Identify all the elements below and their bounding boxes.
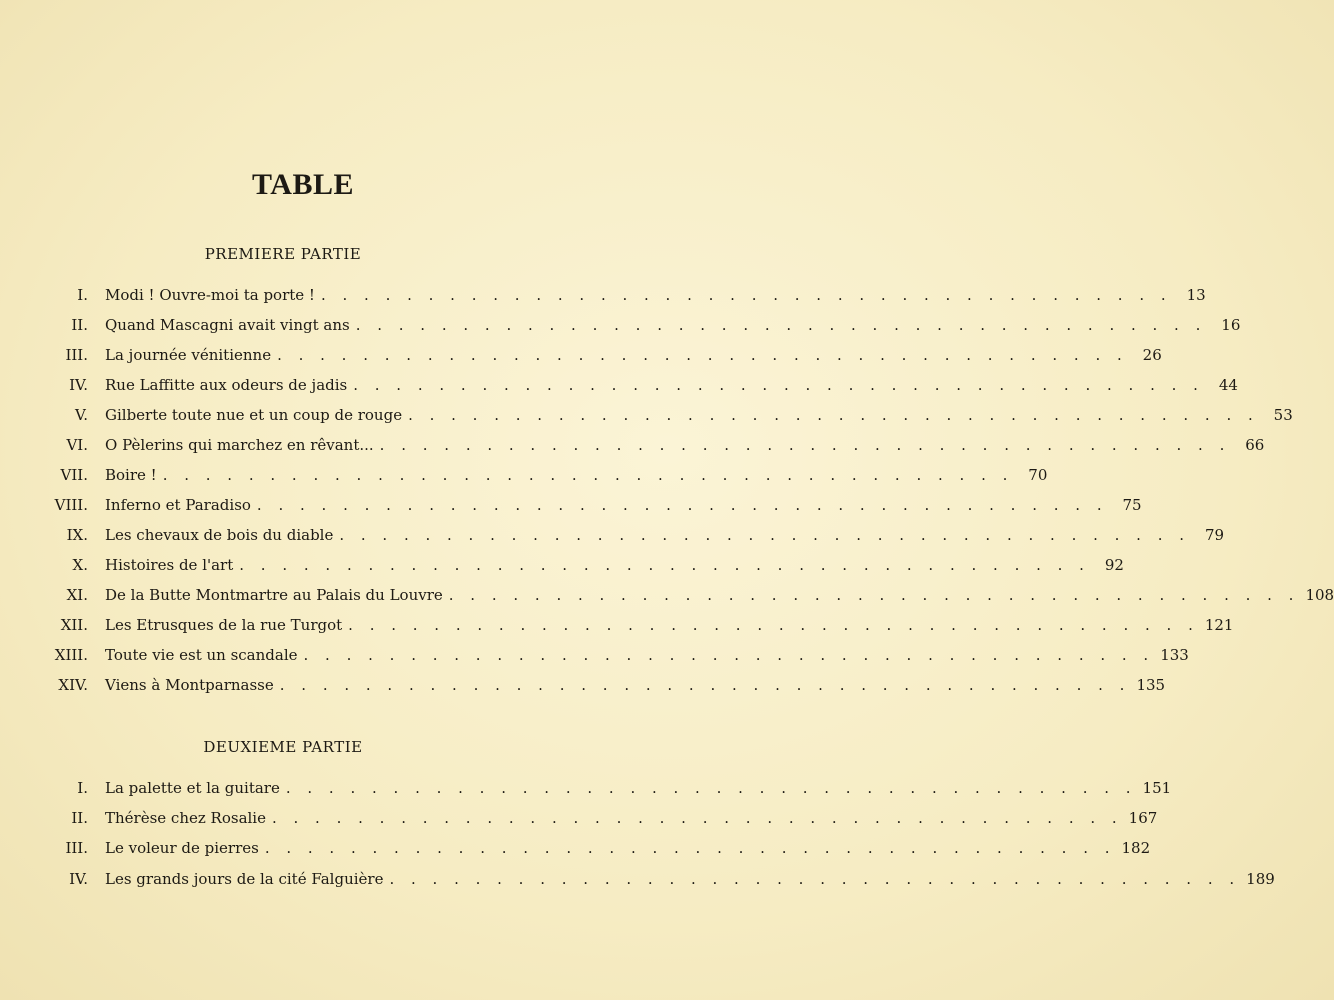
chapter-number: III. [65, 839, 88, 858]
toc-entry [40, 406, 1293, 430]
page-number: 16 [1221, 316, 1241, 334]
page-number: 135 [1136, 676, 1166, 694]
toc-entry [40, 496, 1142, 520]
chapter-number: V. [75, 406, 88, 424]
toc-entry [40, 376, 1238, 400]
part-heading-1: PREMIERE PARTIE [204, 245, 362, 263]
leader-dots: . . . . . . . . . . . . . . . . . . . . . . . . . . . . . . . . . . . . . . . . [285, 779, 1137, 797]
chapter-number: I. [77, 286, 88, 304]
chapter-number: VI. [66, 436, 88, 454]
leader-dots: . . . . . . . . . . . . . . . . . . . . . . . . . . . . . . . . . . . . . . . . [348, 616, 1199, 634]
page-number: 189 [1246, 869, 1275, 888]
chapter-number: II. [71, 809, 88, 828]
chapter-number: XII. [60, 616, 88, 634]
leader-dots: . . . . . . . . . . . . . . . . . . . . . . . . . . . . . . . . . . . . . . . . [320, 286, 1172, 304]
toc-entry [40, 436, 1265, 460]
chapter-title: Thérèse chez Rosalie [105, 809, 266, 828]
chapter-title: Toute vie est un scandale [105, 646, 298, 664]
chapter-number: IX. [66, 526, 88, 544]
chapter-title: Inferno et Paradiso [105, 496, 251, 514]
page-number: 92 [1104, 556, 1124, 574]
chapter-title: Gilberte toute nue et un coup de rouge [105, 406, 403, 424]
part-heading-2: DEUXIEME PARTIE [203, 738, 363, 756]
leader-dots: . . . . . . . . . . . . . . . . . . . . . . . . . . . . . . . . . . . . . . . . [355, 316, 1207, 334]
leader-dots: . . . . . . . . . . . . . . . . . . . . . . . . . . . . . . . . . . . . . . . . [279, 676, 1131, 694]
toc-entry [40, 346, 1162, 370]
chapter-number: IV. [69, 869, 88, 888]
chapter-number: VIII. [54, 496, 88, 514]
chapter-title: Quand Mascagni avait vingt ans [105, 316, 350, 334]
toc-entry [40, 646, 1189, 670]
page-number: 167 [1128, 809, 1158, 828]
page-number: 121 [1204, 616, 1234, 634]
page-number: 53 [1273, 406, 1293, 424]
leader-dots: . . . . . . . . . . . . . . . . . . . . . . . . . . . . . . . . . . . . . . . . [256, 496, 1108, 514]
leader-dots: . . . . . . . . . . . . . . . . . . . . . . . . . . . . . . . . . . . . . . . . [339, 526, 1191, 544]
toc-entry [40, 869, 1275, 894]
toc-entry [40, 466, 1048, 490]
toc-entry [40, 809, 1158, 833]
chapter-number: XI. [66, 586, 88, 604]
chapter-number: II. [71, 316, 88, 334]
page-number: 75 [1122, 496, 1142, 514]
leader-dots: . . . . . . . . . . . . . . . . . . . . . . . . . . . . . . . . . . . . . . . . [448, 586, 1300, 604]
toc-entry [40, 286, 1206, 310]
leader-dots: . . . . . . . . . . . . . . . . . . . . . . . . . . . . . . . . . . . . . . . . [379, 436, 1231, 454]
toc-entry [40, 676, 1166, 700]
chapter-number: III. [65, 346, 88, 364]
leader-dots: . . . . . . . . . . . . . . . . . . . . . . . . . . . . . . . . . . . . . . . . [239, 556, 1090, 574]
toc-entry [40, 586, 1334, 610]
chapter-title: Le voleur de pierres [105, 839, 259, 858]
page-title: TABLE [252, 168, 354, 201]
chapter-title: Modi ! Ouvre-moi ta porte ! [105, 286, 315, 304]
leader-dots: . . . . . . . . . . . . . . . . . . . . . . . . . . . . . . . . . . . . . . . . [162, 466, 1014, 484]
chapter-title: Rue Laffitte aux odeurs de jadis [105, 376, 348, 394]
chapter-number: XIV. [58, 676, 88, 694]
chapter-number: VII. [60, 466, 88, 484]
toc-entry [40, 779, 1172, 803]
chapter-title: Les Etrusques de la rue Turgot [105, 616, 343, 634]
leader-dots: . . . . . . . . . . . . . . . . . . . . . . . . . . . . . . . . . . . . . . . . [303, 646, 1155, 664]
page-number: 151 [1142, 779, 1172, 797]
chapter-title: O Pèlerins qui marchez en rêvant... [105, 436, 374, 454]
chapter-title: Histoires de l'art [105, 556, 234, 574]
leader-dots: . . . . . . . . . . . . . . . . . . . . . . . . . . . . . . . . . . . . . . . . [408, 406, 1259, 424]
leader-dots: . . . . . . . . . . . . . . . . . . . . . . . . . . . . . . . . . . . . . . . . [277, 346, 1128, 364]
chapter-title: La palette et la guitare [105, 779, 280, 797]
chapter-title: Les chevaux de bois du diable [105, 526, 334, 544]
leader-dots: . . . . . . . . . . . . . . . . . . . . . . . . . . . . . . . . . . . . . . . . [353, 376, 1204, 394]
page-number: 108 [1305, 586, 1334, 604]
page-number: 44 [1218, 376, 1238, 394]
page-number: 70 [1028, 466, 1048, 484]
toc-entry [40, 526, 1225, 550]
toc-entry [40, 616, 1234, 640]
page-number: 26 [1142, 346, 1162, 364]
toc-entry [40, 556, 1124, 580]
page-number: 133 [1160, 646, 1189, 664]
page-number: 182 [1121, 839, 1151, 858]
leader-dots: . . . . . . . . . . . . . . . . . . . . . . . . . . . . . . . . . . . . . . . . [271, 809, 1123, 828]
chapter-title: Boire ! [105, 466, 157, 484]
chapter-number: IV. [69, 376, 88, 394]
chapter-number: X. [72, 556, 88, 574]
chapter-title: Viens à Montparnasse [105, 676, 274, 694]
chapter-title: Les grands jours de la cité Falguière [105, 869, 384, 888]
page-number: 66 [1245, 436, 1265, 454]
page-number: 13 [1186, 286, 1206, 304]
page-number: 79 [1204, 526, 1225, 544]
chapter-title: De la Butte Montmartre au Palais du Louvre [105, 586, 443, 604]
toc-entry [40, 839, 1151, 863]
leader-dots: . . . . . . . . . . . . . . . . . . . . . . . . . . . . . . . . . . . . . . . . [389, 869, 1241, 888]
toc-entry [40, 316, 1241, 340]
chapter-number: XIII. [54, 646, 88, 664]
chapter-title: La journée vénitienne [105, 346, 272, 364]
leader-dots: . . . . . . . . . . . . . . . . . . . . . . . . . . . . . . . . . . . . . . . . [264, 839, 1116, 858]
chapter-number: I. [77, 779, 88, 797]
